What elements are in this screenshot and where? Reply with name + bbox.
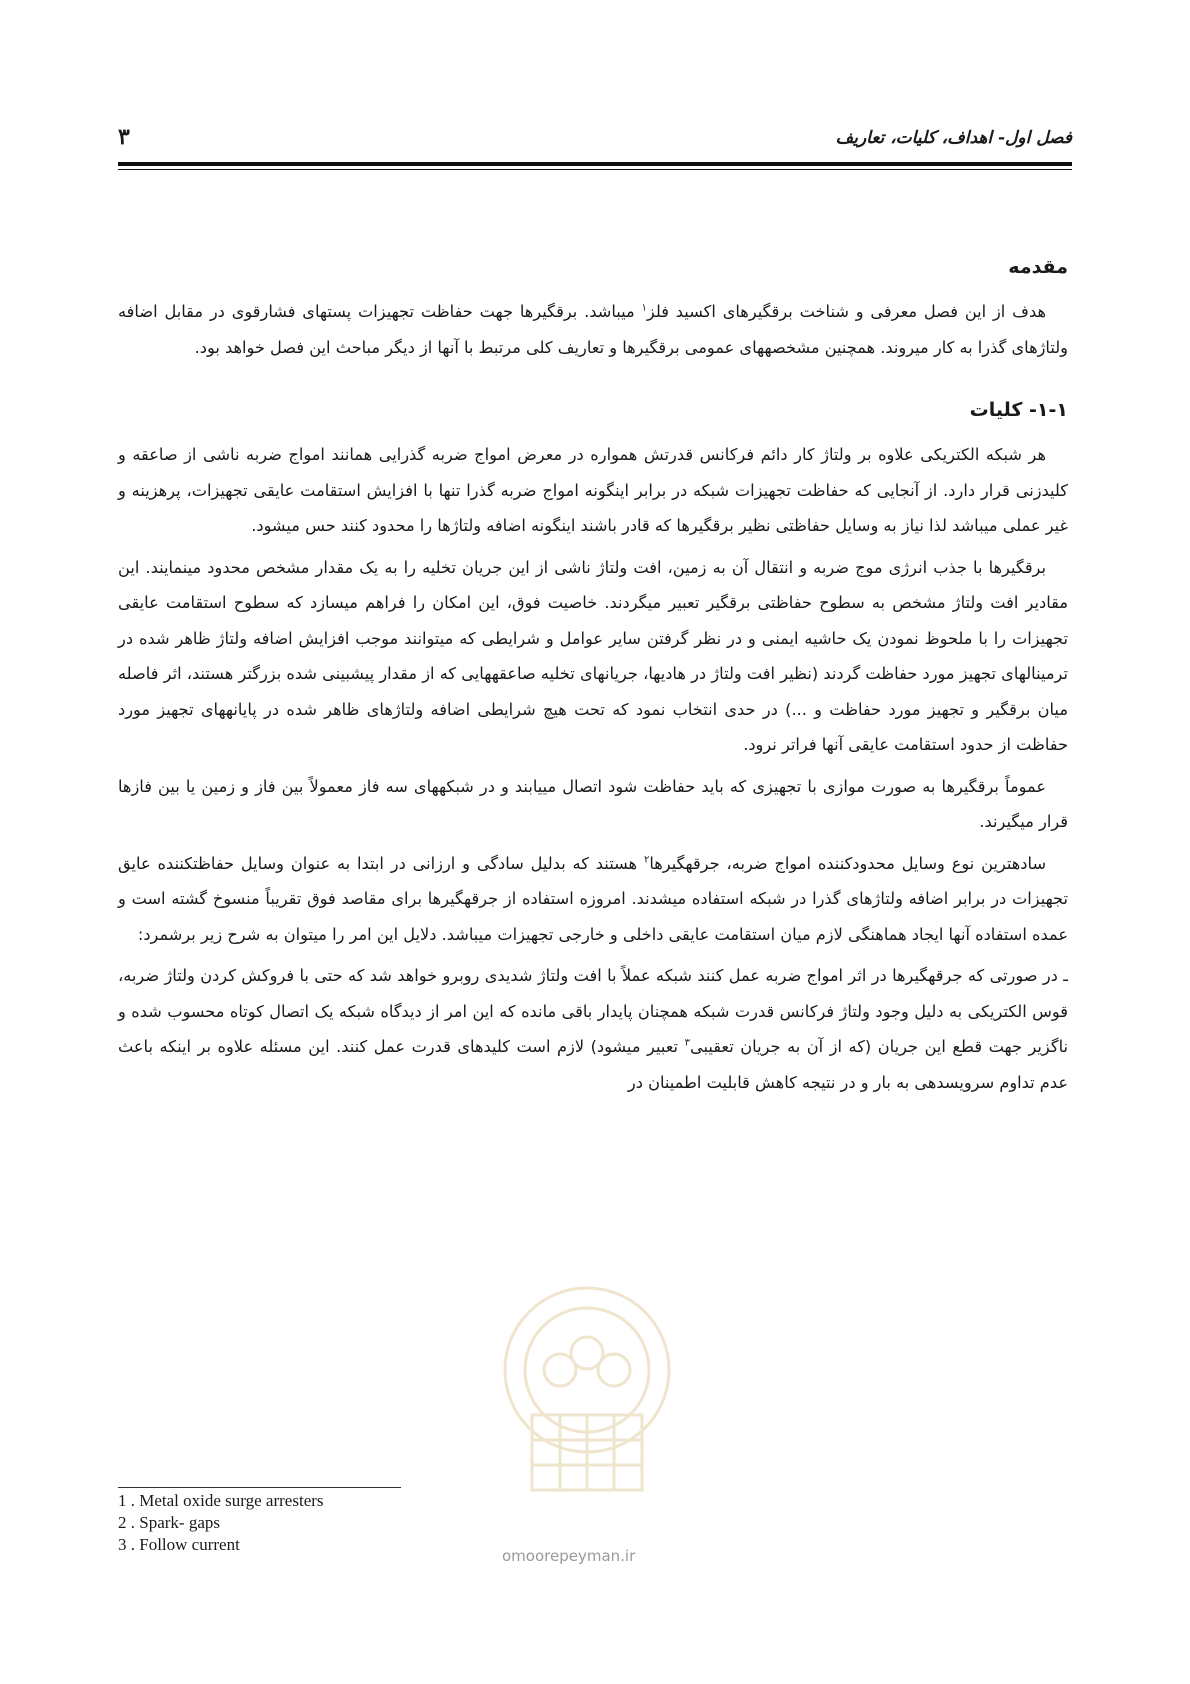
section-heading-general: ۱-۱- کلیات [969,399,1068,421]
footnote-ref-3[interactable]: ۳ [684,1037,690,1049]
chapter-title: فصل اول- اهداف، کلیات، تعاریف [835,128,1072,148]
general-paragraph-2: برقگیرها با جذب انرژی موج ضربه و انتقال آن به زمین، افت ولتاژ ناشی از این جریان تخلیه را به یک مقدار مشخص محدود مینمایند. این مقادیر افت ولتاژ مشخص به سطوح حفاظتی برقگیر تعبیر میگردند. خاصیت فوق، این امکان را فراهم میسازد که سطوح استقامت عایقی تجهیزات را با ملحوظ نمودن یک حاشیه ایمنی و در نظر گرفتن سایر عوامل و شرایطی که میتوانند موجب افزایش اضافه ولتاژ ظاهر شده در ترمینالهای تجهیز مورد حفاظت گردند (نظیر افت ولتاژ در هادیها، جریانهای تخلیه صاعقههایی که از مقدار پیشبینی شده بزرگتر هستند، اثر فاصله میان برقگیر و تجهیز مورد حفاظت و ...) در حدی انتخاب نمود که تحت هیچ شرایطی اضافه ولتاژهای ظاهر شده در پایانههای تجهیز مورد حفاظت از حدود استقامت عایقی آنها فراتر نرود. [118,557,1068,754]
running-header [118,124,1072,158]
intro-heading: مقدمه [1008,256,1068,278]
intro-paragraph: هدف از این فصل معرفی و شناخت برقگیرهای اکسید فلز$^۱$ میباشد. برقگیرها جهت حفاظت تجهیزات پستهای فشارقوی در مقابل اضافه ولتاژهای گذرا به کار میروند. همچنین مشخصههای عمومی برقگیرها و تعاریف کلی مرتبط با آنها از دیگر مباحث این فصل خواهد بود. [118,302,1068,357]
general-paragraph-5: ـ در صورتی که جرقهگیرها در اثر امواج ضربه عمل کنند شبکه عملاً با افت ولتاژ شدیدی روبرو خواهد شد که حتی با فروکش کردن ولتاژ ضربه، قوس الکتریکی به دلیل وجود ولتاژ فرکانس قدرت شبکه همچنان پایدار باقی مانده که این امر از دیدگاه شبکه یک اتصال کوتاه محسوب شده و ناگزیر جهت قطع این جریان (که از آن به جریان تعقیبی$^۳$ تعبیر میشود) لازم است کلیدهای قدرت عمل کنند. این مسئله علاوه بر اینکه باعث عدم تداوم سرویسدهی به بار و در نتیجه کاهش قابلیت اطمینان در [118,966,1069,1092]
header-rule-thin [118,169,1072,170]
header-rule-thick [118,162,1072,166]
general-paragraph-1: هر شبکه الکتریکی علاوه بر ولتاژ کار دائم فرکانس قدرتش همواره در معرض امواج ضربه گذرایی همانند امواج ضربه ناشی از صاعقه و کلیدزنی قرار دارد. از آنجایی که حفاظت تجهیزات شبکه در برابر اینگونه امواج ضربه گذرا تنها با افزایش استقامت عایقی تجهیزات، پرهزینه و غیر عملی میباشد لذا نیاز به وسایل حفاظتی نظیر برقگیرها که قادر باشند اینگونه اضافه ولتاژها را محدود کنند حس میشود. [118,445,1068,535]
footnote-3: 3 . Follow current [118,1535,240,1554]
footnote-2: 2 . Spark- gaps [118,1513,220,1532]
general-paragraph-3: عموماً برقگیرها به صورت موازی با تجهیزی که باید حفاظت شود اتصال مییابند و در شبکههای سه فاز معمولاً بین فاز و زمین یا بین فازها قرار میگیرند. [118,776,1068,831]
footnote-1: 1 . Metal oxide surge arresters [118,1491,324,1510]
general-paragraph-4: سادهترین نوع وسایل محدودکننده امواج ضربه، جرقهگیرها$^۲$ هستند که بدلیل سادگی و ارزانی در ابتدا به عنوان وسایل حفاظتکننده عایق تجهیزات در برابر اضافه ولتاژهای گذرا در شبکه استفاده میشدند. امروزه استفاده از جرقهگیرها برای مقاصد فوق تقریباً منسوخ گشته است و عمده استفاده آنها ایجاد هماهنگی لازم میان استقامت عایقی داخلی و خارجی تجهیزات میباشد. دلایل این امر را میتوان به شرح زیر برشمرد: [118,853,1068,944]
footnotes [118,1490,324,1556]
page-number: ۳ [118,124,130,150]
footnote-ref-2[interactable]: ۲ [643,854,650,866]
watermark-emblem-icon [492,1275,682,1505]
body-text [118,252,1068,1106]
footnote-ref-1[interactable]: ۱ [641,302,647,314]
watermark-site-label: omoorepeyman.ir [502,1547,636,1565]
footnote-separator [118,1487,401,1488]
